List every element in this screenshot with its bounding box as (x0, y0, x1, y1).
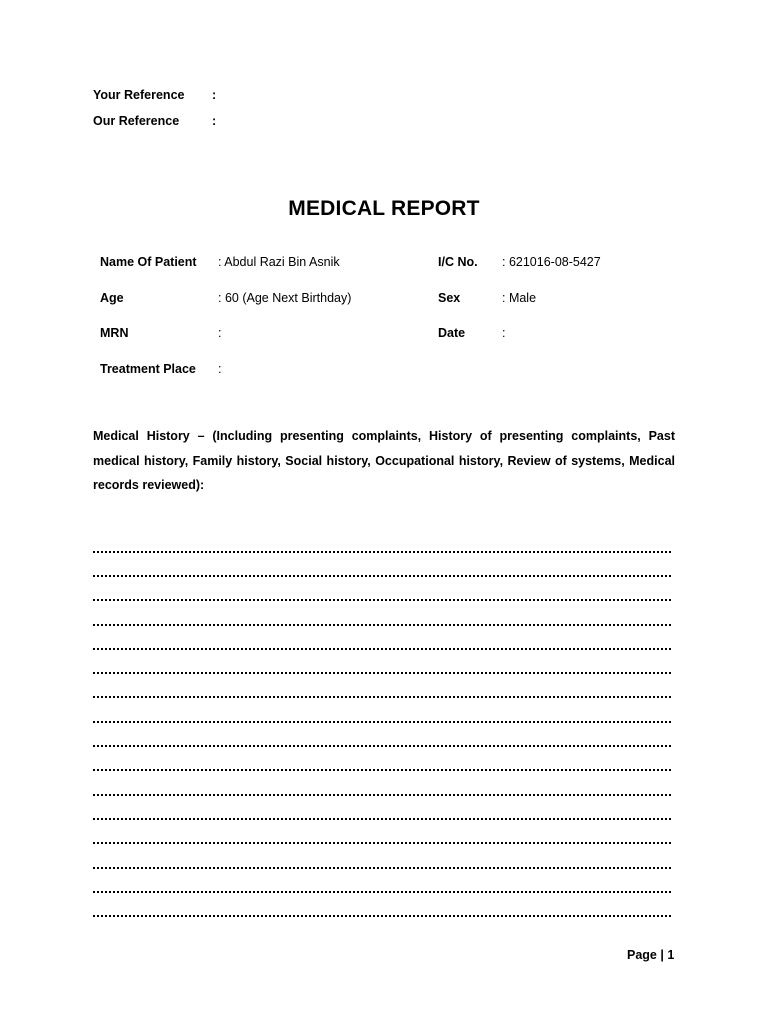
blank-line (93, 759, 671, 771)
date-label: Date (438, 326, 466, 340)
blank-line (93, 735, 671, 747)
patient-name-label: Name Of Patient (100, 255, 197, 269)
treatment-place-value: : (218, 362, 222, 376)
date-field (438, 326, 505, 340)
blank-line (93, 832, 671, 844)
our-reference-row (93, 114, 216, 128)
blank-line (93, 808, 671, 820)
page-number: Page | 1 (627, 948, 675, 962)
blank-line (93, 784, 671, 796)
your-reference-value: : (212, 88, 217, 102)
blank-line (93, 614, 671, 626)
age-field (100, 291, 351, 305)
sex-label: Sex (438, 291, 461, 305)
mrn-field (100, 326, 221, 340)
blank-line (93, 857, 671, 869)
our-reference-value: : (212, 114, 217, 128)
mrn-label: MRN (100, 326, 129, 340)
mrn-value: : (218, 326, 222, 340)
patient-name-field (100, 255, 340, 269)
our-reference-label: Our Reference (93, 114, 180, 128)
medical-history-heading: Medical History – (Including presenting complaints, History of presenting complaints, Past medical history, Family history, Social history, Occupational history, Review of systems, Medical records reviewed): (93, 429, 675, 492)
your-reference-label: Your Reference (93, 88, 185, 102)
blank-line (93, 541, 671, 553)
treatment-place-field (100, 362, 221, 376)
date-value: : (502, 326, 506, 340)
treatment-place-label: Treatment Place (100, 362, 196, 376)
ic-number-field (438, 255, 601, 269)
sex-field (438, 291, 536, 305)
blank-line (93, 638, 671, 650)
blank-line (93, 881, 671, 893)
blank-line (93, 565, 671, 577)
age-value: : 60 (Age Next Birthday) (218, 291, 352, 305)
blank-line (93, 662, 671, 674)
blank-line (93, 686, 671, 698)
blank-line (93, 589, 671, 601)
blank-line (93, 711, 671, 723)
ic-number-value: : 621016-08-5427 (502, 255, 601, 269)
ic-number-label: I/C No. (438, 255, 478, 269)
your-reference-row (93, 88, 216, 102)
age-label: Age (100, 291, 124, 305)
patient-name-value: : Abdul Razi Bin Asnik (218, 255, 340, 269)
page-title: MEDICAL REPORT (288, 197, 480, 220)
blank-line (93, 905, 671, 917)
sex-value: : Male (502, 291, 537, 305)
